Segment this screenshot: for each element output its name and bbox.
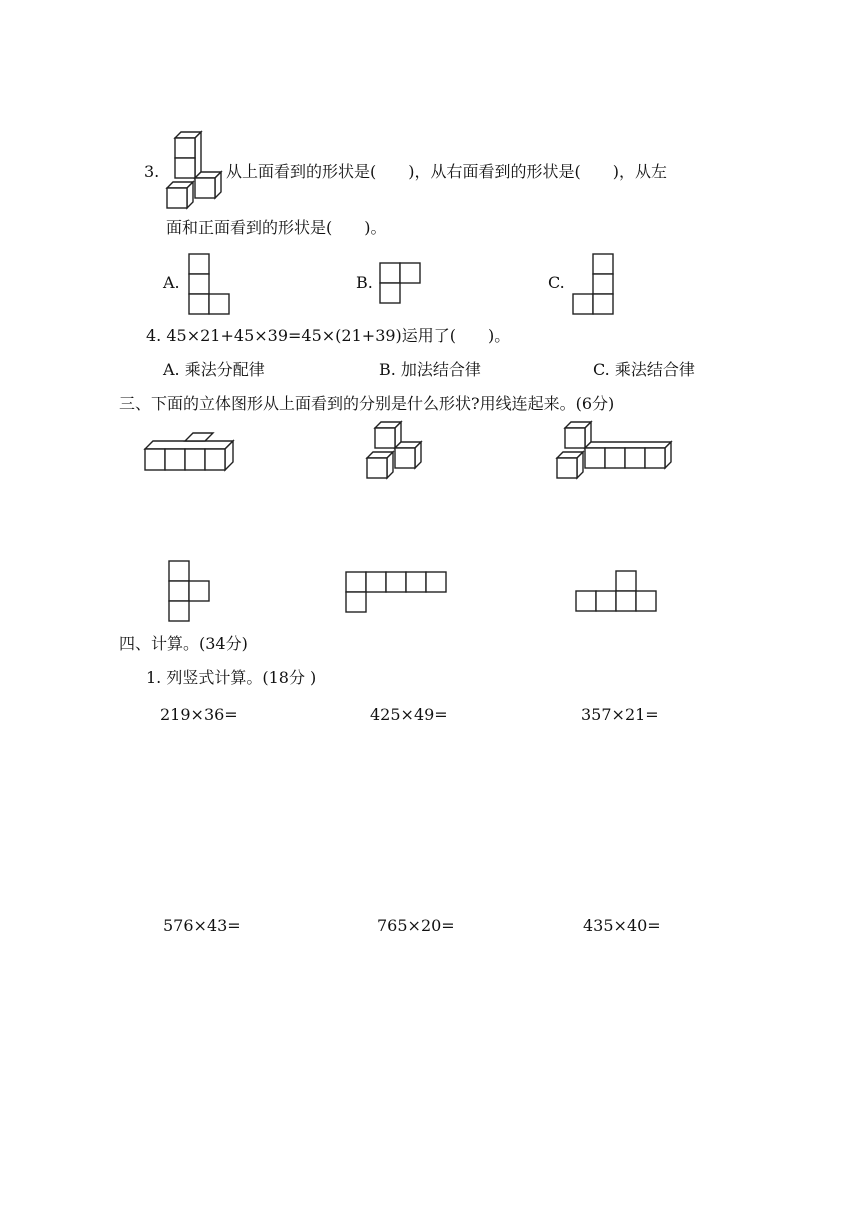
q3-option-a-shape bbox=[188, 253, 230, 315]
calc-problem-5: 765×20= bbox=[377, 916, 455, 935]
solid-figure-3 bbox=[556, 420, 676, 480]
solid-figure-1 bbox=[144, 434, 236, 474]
section4-sub1: 1. 列竖式计算。(18分 ) bbox=[146, 668, 317, 687]
q3-cube-figure bbox=[166, 132, 226, 208]
section3-title: 三、下面的立体图形从上面看到的分别是什么形状?用线连起来。(6分) bbox=[119, 394, 615, 413]
calc-problem-3: 357×21= bbox=[581, 705, 659, 724]
q3-option-c-label: C. bbox=[548, 273, 565, 292]
q3-option-a-label: A. bbox=[163, 273, 180, 292]
q4-option-a: A. 乘法分配律 bbox=[163, 360, 265, 379]
q3-option-b-label: B. bbox=[356, 273, 373, 292]
calc-problem-1: 219×36= bbox=[160, 705, 238, 724]
solid-figure-2 bbox=[366, 420, 426, 480]
q3-option-b-shape bbox=[379, 262, 421, 304]
q3-option-c-shape bbox=[572, 253, 614, 315]
q3-text-line1: 从上面看到的形状是( )，从右面看到的形状是( )，从左 bbox=[226, 162, 667, 181]
q4-text: 4. 45×21+45×39=45×(21+39)运用了( )。 bbox=[146, 326, 511, 345]
q3-number: 3. bbox=[144, 162, 160, 181]
calc-problem-4: 576×43= bbox=[163, 916, 241, 935]
top-view-shape-1 bbox=[168, 560, 210, 622]
q4-option-b: B. 加法结合律 bbox=[379, 360, 481, 379]
q4-option-c: C. 乘法结合律 bbox=[593, 360, 695, 379]
q3-text-line2: 面和正面看到的形状是( )。 bbox=[166, 218, 387, 237]
top-view-shape-2 bbox=[345, 571, 447, 613]
top-view-shape-3 bbox=[575, 570, 657, 612]
section4-title: 四、计算。(34分) bbox=[119, 634, 248, 653]
calc-problem-6: 435×40= bbox=[583, 916, 661, 935]
calc-problem-2: 425×49= bbox=[370, 705, 448, 724]
